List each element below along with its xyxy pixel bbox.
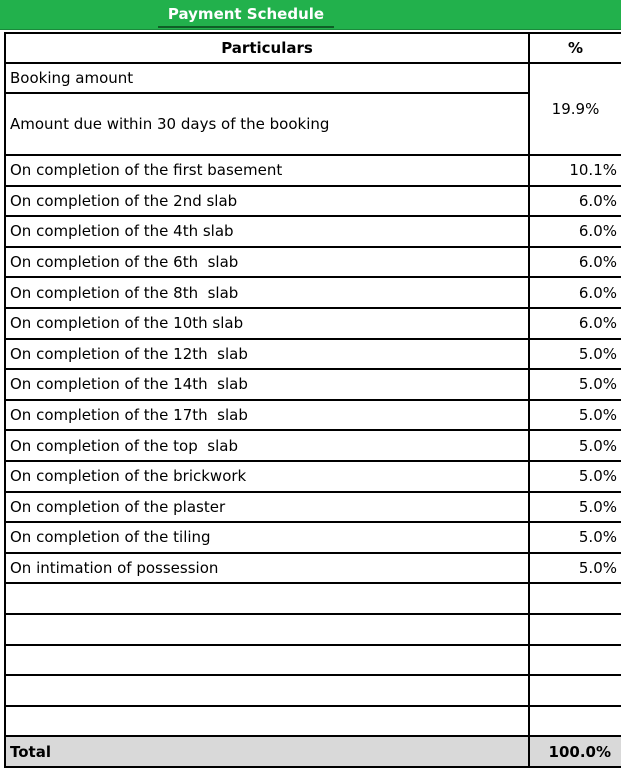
table-row	[5, 522, 621, 553]
row-percent: 5.0%	[529, 400, 621, 431]
row-label: On completion of the 2nd slab	[5, 186, 529, 217]
total-label: Total	[5, 736, 529, 767]
row-label: On intimation of possession	[5, 553, 529, 584]
row-percent: 6.0%	[529, 216, 621, 247]
row-label: On completion of the 4th slab	[5, 216, 529, 247]
row-percent: 5.0%	[529, 492, 621, 523]
schedule-rows	[5, 155, 621, 583]
table-row	[5, 216, 621, 247]
row-label: On completion of the brickwork	[5, 461, 529, 492]
booking-percent: 19.9%	[529, 63, 621, 155]
row-percent: 6.0%	[529, 186, 621, 217]
row-label: On completion of the 8th slab	[5, 277, 529, 308]
row-percent: 5.0%	[529, 461, 621, 492]
table-row	[5, 369, 621, 400]
row-percent: 5.0%	[529, 553, 621, 584]
total-row	[5, 736, 621, 767]
empty-row	[5, 645, 621, 676]
row-percent: 5.0%	[529, 430, 621, 461]
header-percent: %	[529, 33, 621, 63]
row-label: On completion of the 6th slab	[5, 247, 529, 278]
row-percent: 6.0%	[529, 277, 621, 308]
row-percent: 6.0%	[529, 247, 621, 278]
page-title: Payment Schedule	[158, 3, 334, 27]
row-label: On completion of the tiling	[5, 522, 529, 553]
row-percent: 5.0%	[529, 369, 621, 400]
table-row	[5, 553, 621, 584]
header-particulars: Particulars	[5, 33, 529, 63]
row-label: On completion of the first basement	[5, 155, 529, 186]
row-label: On completion of the 14th slab	[5, 369, 529, 400]
payment-schedule-table	[4, 32, 621, 768]
header-banner	[0, 0, 621, 30]
empty-row	[5, 614, 621, 645]
row-percent: 5.0%	[529, 339, 621, 370]
row-percent: 5.0%	[529, 522, 621, 553]
table-row	[5, 186, 621, 217]
table-row	[5, 155, 621, 186]
table-row	[5, 277, 621, 308]
table-row	[5, 93, 621, 155]
booking-amount-label: Booking amount	[5, 63, 529, 93]
table-row	[5, 430, 621, 461]
table-row	[5, 400, 621, 431]
row-label: On completion of the 12th slab	[5, 339, 529, 370]
row-percent: 6.0%	[529, 308, 621, 339]
row-percent: 10.1%	[529, 155, 621, 186]
row-label: On completion of the top slab	[5, 430, 529, 461]
amount-due-label: Amount due within 30 days of the booking	[5, 93, 529, 155]
table-row	[5, 308, 621, 339]
empty-row	[5, 706, 621, 737]
empty-row	[5, 675, 621, 706]
total-percent: 100.0%	[529, 736, 621, 767]
row-label: On completion of the plaster	[5, 492, 529, 523]
row-label: On completion of the 17th slab	[5, 400, 529, 431]
empty-row	[5, 583, 621, 614]
table-row	[5, 492, 621, 523]
table-row	[5, 339, 621, 370]
table-header-row	[5, 33, 621, 63]
table-row	[5, 63, 621, 93]
table-row	[5, 461, 621, 492]
table-row	[5, 247, 621, 278]
row-label: On completion of the 10th slab	[5, 308, 529, 339]
